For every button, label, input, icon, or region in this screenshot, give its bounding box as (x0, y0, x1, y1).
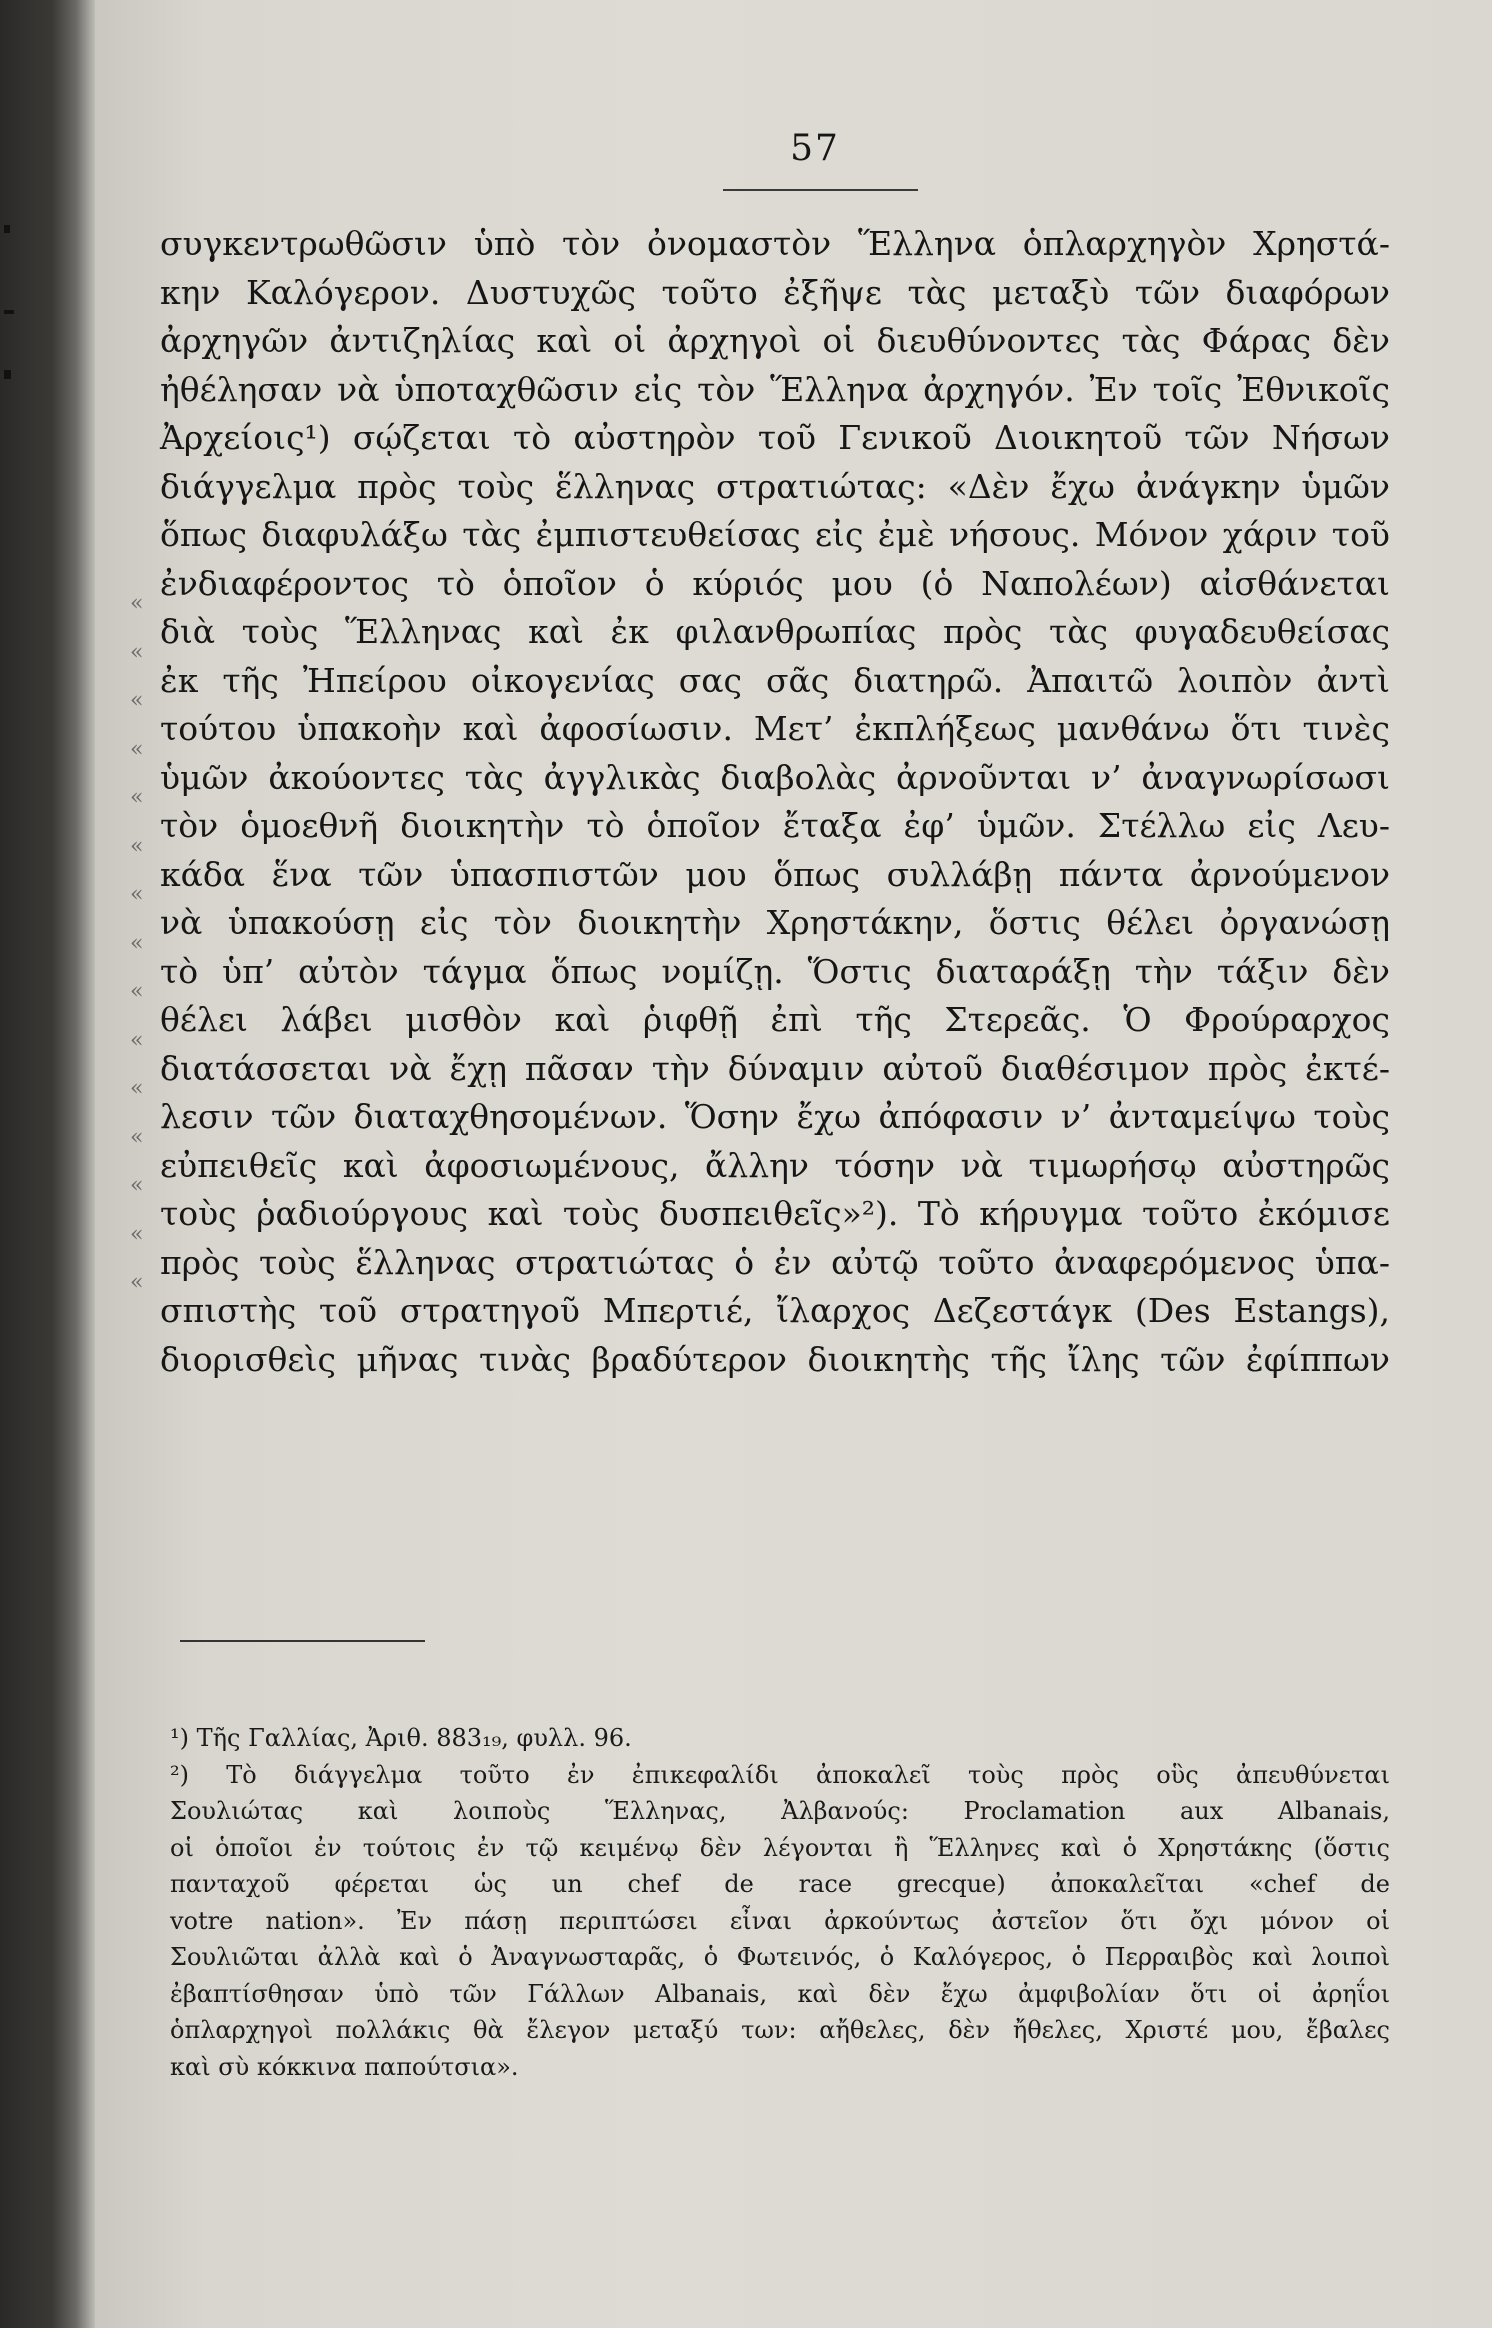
footnote-line: ὁπλαρχηγοὶ πολλάκις θὰ ἔλεγον μεταξύ των: αἤθελες, δὲν ἤθελες, Χριστέ μου, ἔβαλες (170, 2016, 1390, 2044)
quote-mark: « (130, 1124, 144, 1150)
quote-mark: « (130, 1027, 144, 1053)
text-line: τὸν ὁμοεθνῆ διοικητὴν τὸ ὁποῖον ἔταξα ἐφ’ ὑμῶν. Στέλλω εἰς Λευ- (160, 806, 1390, 845)
text-line: διάγγελμα πρὸς τοὺς ἕλληνας στρατιώτας: «Δὲν ἔχω ἀνάγκην ὑμῶν (160, 466, 1390, 506)
quote-mark: « (130, 1076, 144, 1101)
footnote-line: Σουλιώτας καὶ λοιποὺς Ἕλληνας, Ἀλβανούς: Proclamation aux Albanais, (170, 1797, 1390, 1825)
text-line: λεσιν τῶν διαταχθησομένων. Ὅσην ἔχω ἀπόφασιν ν’ ἀνταμείψω τοὺς (160, 1097, 1390, 1136)
main-text (160, 220, 1390, 1384)
text-line: Ἀρχείοις¹) σῴζεται τὸ αὐστηρὸν τοῦ Γενικοῦ Διοικητοῦ τῶν Νήσων (160, 418, 1390, 457)
quote-mark: « (130, 785, 144, 810)
text-line: ὑμῶν ἀκούοντες τὰς ἀγγλικὰς διαβολὰς ἀρνοῦνται ν’ ἀναγνωρίσωσι (160, 757, 1390, 797)
footnote-line: Σουλιῶται ἀλλὰ καὶ ὁ Ἀναγνωσταρᾶς, ὁ Φωτεινός, ὁ Καλόγερος, ὁ Περραιβὸς καὶ λοιποὶ (170, 1943, 1390, 1971)
quote-mark: « (130, 591, 144, 616)
quote-mark: « (130, 1221, 144, 1247)
quote-mark: « (130, 1270, 144, 1295)
footnote-line: καὶ σὺ κόκκινα παπούτσια». (170, 2052, 519, 2081)
text-line: τούτου ὑπακοὴν καὶ ἀφοσίωσιν. Μετ’ ἐκπλήξεως μανθάνω ὅτι τινὲς (160, 709, 1390, 748)
footnote-line: ²) Τὸ διάγγελμα τοῦτο ἐν ἐπικεφαλίδι ἀποκαλεῖ τοὺς πρὸς οὓς ἀπευθύνεται (170, 1760, 1390, 1789)
text-line: κην Καλόγερον. Δυστυχῶς τοῦτο ἐξῆψε τὰς μεταξὺ τῶν διαφόρων (160, 272, 1390, 312)
text-line: συγκεντρωθῶσιν ὑπὸ τὸν ὀνομαστὸν Ἕλληνα ὁπλαρχηγὸν Χρηστά- (160, 224, 1390, 263)
book-page (95, 0, 1492, 2328)
text-line: πρὸς τοὺς ἕλληνας στρατιώτας ὁ ἐν αὐτῷ τοῦτο ἀναφερόμενος ὑπα- (160, 1242, 1390, 1282)
quote-mark: « (130, 930, 144, 956)
text-line: ἐνδιαφέροντος τὸ ὁποῖον ὁ κύριός μου (ὁ Ναπολέων) αἰσθάνεται (160, 563, 1390, 603)
text-line: τὸ ὑπ’ αὐτὸν τάγμα ὅπως νομίζῃ. Ὅστις διαταράξῃ τὴν τάξιν δὲν (160, 951, 1390, 991)
footnote-line: πανταχοῦ φέρεται ὡς un chef de race grecque) ἀποκαλεῖται «chef de (170, 1870, 1390, 1898)
text-line: διὰ τοὺς Ἕλληνας καὶ ἐκ φιλανθρωπίας πρὸς τὰς φυγαδευθείσας (160, 612, 1390, 651)
page-number-rule (723, 189, 918, 191)
text-line: διορισθεὶς μῆνας τινὰς βραδύτερον διοικητὴς τῆς ἴλης τῶν ἐφίππων (160, 1339, 1390, 1379)
quote-mark: « (130, 688, 144, 713)
page-number: 57 (790, 128, 840, 169)
quote-mark: « (130, 979, 144, 1004)
text-line: νὰ ὑπακούσῃ εἰς τὸν διοικητὴν Χρηστάκην, ὅστις θέλει ὀργανώσῃ (160, 903, 1390, 942)
text-line: ὅπως διαφυλάξω τὰς ἐμπιστευθείσας εἰς ἐμὲ νήσους. Μόνον χάριν τοῦ (160, 515, 1390, 554)
quote-mark: « (130, 1173, 144, 1198)
quote-mark: « (130, 736, 144, 762)
text-line: διατάσσεται νὰ ἔχῃ πᾶσαν τὴν δύναμιν αὐτοῦ διαθέσιμον πρὸς ἐκτέ- (160, 1048, 1390, 1088)
text-line: ἠθέλησαν νὰ ὑποταχθῶσιν εἰς τὸν Ἕλληνα ἀρχηγόν. Ἐν τοῖς Ἐθνικοῖς (160, 369, 1390, 409)
text-line: τοὺς ῥαδιούργους καὶ τοὺς δυσπειθεῖς»²). Τὸ κήρυγμα τοῦτο ἐκόμισε (160, 1194, 1390, 1233)
quote-mark: « (130, 833, 144, 859)
footnote-line: ἐβαπτίσθησαν ὑπὸ τῶν Γάλλων Albanais, καὶ δὲν ἔχω ἀμφιβολίαν ὅτι οἱ ἀρηΐοι (170, 1979, 1390, 2008)
quote-mark: « (130, 882, 144, 907)
quotation-margin-marks (130, 580, 160, 1308)
text-line: εὐπειθεῖς καὶ ἀφοσιωμένους, ἄλλην τόσην νὰ τιμωρήσῳ αὐστηρῶς (160, 1145, 1390, 1185)
text-line: ἀρχηγῶν ἀντιζηλίας καὶ οἱ ἀρχηγοὶ οἱ διευθύνοντες τὰς Φάρας δὲν (160, 321, 1390, 360)
quote-mark: « (130, 639, 144, 665)
footnote-line: ¹) Τῆς Γαλλίας, Ἀριθ. 883₁₉, φυλλ. 96. (170, 1724, 632, 1752)
footnote-line: votre nation». Ἐν πάσῃ περιπτώσει εἶναι ἀρκούντως ἀστεῖον ὅτι ὄχι μόνον οἱ (170, 1906, 1390, 1935)
text-line: ἐκ τῆς Ἠπείρου οἰκογενίας σας σᾶς διατηρῶ. Ἀπαιτῶ λοιπὸν ἀντὶ (160, 660, 1390, 700)
text-line: θέλει λάβει μισθὸν καὶ ῥιφθῇ ἐπὶ τῆς Στερεᾶς. Ὁ Φρούραρχος (160, 1000, 1390, 1039)
text-line: σπιστὴς τοῦ στρατηγοῦ Μπερτιέ, ἴλαρχος Δεζεστάγκ (Des Estangs), (160, 1291, 1390, 1330)
footnote-rule (180, 1640, 425, 1642)
previous-page-edge (0, 0, 30, 2328)
text-line: κάδα ἕνα τῶν ὑπασπιστῶν μου ὅπως συλλάβῃ πάντα ἀρνούμενον (160, 854, 1390, 894)
footnotes (170, 1720, 1390, 2085)
footnote-line: οἱ ὁποῖοι ἐν τούτοις ἐν τῷ κειμένῳ δὲν λέγονται ἢ Ἕλληνες καὶ ὁ Χρηστάκης (ὅστις (170, 1833, 1390, 1862)
